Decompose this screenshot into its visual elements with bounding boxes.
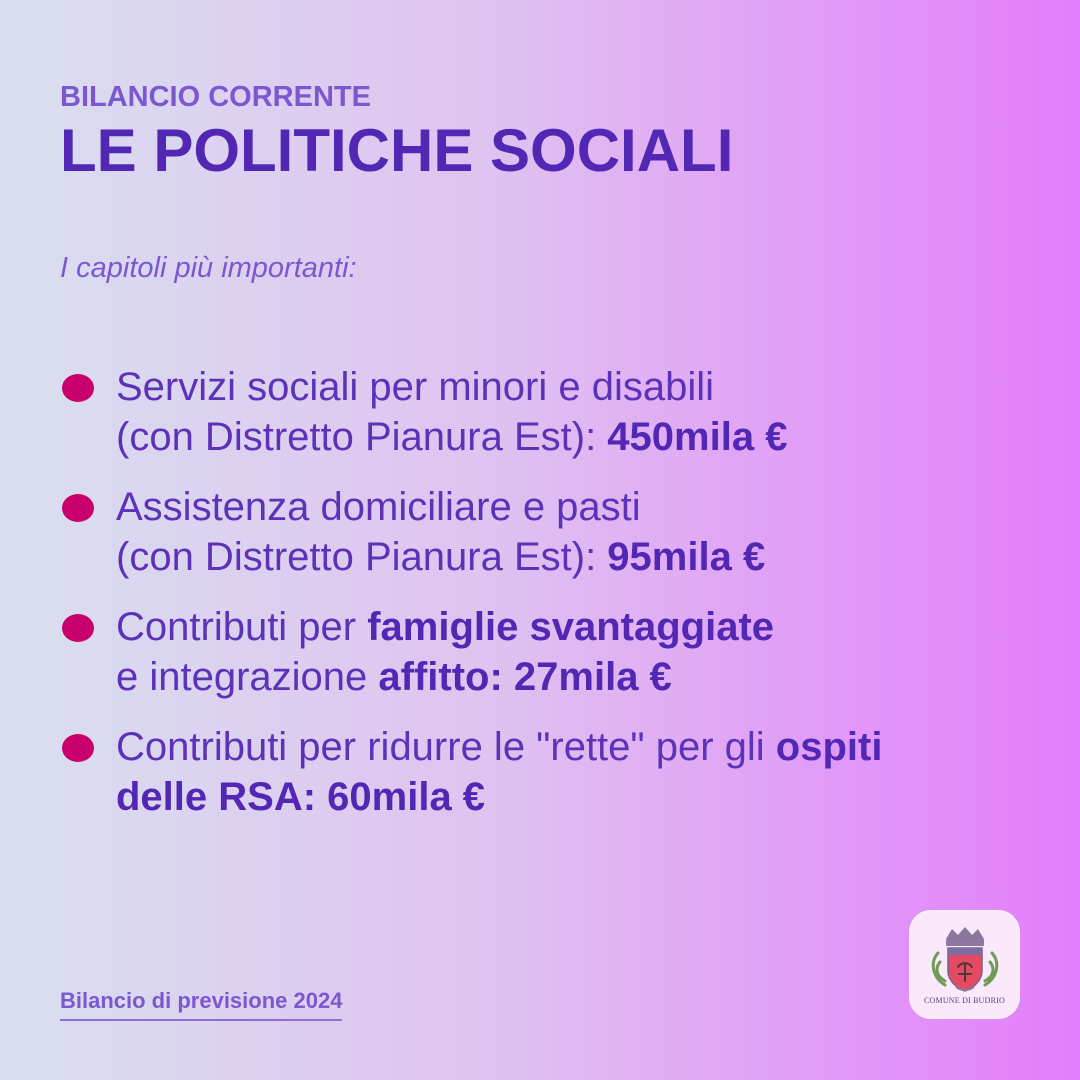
item-line	[116, 602, 1040, 652]
subtitle: I capitoli più importanti:	[60, 252, 357, 284]
municipality-logo	[909, 910, 1020, 1019]
item-value: 450mila €	[607, 415, 788, 459]
logo-caption: COMUNE DI BUDRIO	[924, 996, 1005, 1005]
page-title: LE POLITICHE SOCIALI	[60, 117, 734, 184]
bullet-icon	[62, 374, 94, 402]
list-item	[60, 362, 1040, 462]
item-line	[116, 652, 1040, 702]
item-emphasis: ospiti	[775, 725, 883, 769]
bullet-icon	[62, 494, 94, 522]
kicker-label: BILANCIO CORRENTE	[60, 81, 371, 113]
bullet-icon	[62, 614, 94, 642]
item-value: 95mila €	[607, 535, 766, 579]
item-line: Servizi sociali per minori e disabili	[116, 365, 714, 409]
item-line	[116, 722, 1040, 772]
footer-label: Bilancio di previsione 2024	[60, 988, 342, 1021]
list-item	[60, 482, 1040, 582]
item-value: affitto: 27mila €	[378, 655, 672, 699]
item-line: Assistenza domiciliare e pasti	[116, 485, 641, 529]
item-line	[116, 532, 1040, 582]
item-line	[116, 772, 1040, 822]
list-item	[60, 602, 1040, 702]
item-line	[116, 412, 1040, 462]
item-text: (con Distretto Pianura Est):	[116, 535, 608, 579]
item-value: delle RSA: 60mila €	[116, 775, 486, 819]
item-text: Contributi per ridurre le "rette" per gli	[116, 725, 776, 769]
item-text: (con Distretto Pianura Est):	[116, 415, 608, 459]
list-item	[60, 722, 1040, 822]
bullet-icon	[62, 734, 94, 762]
coat-of-arms-icon	[928, 919, 1002, 997]
item-emphasis: famiglie svantaggiate	[367, 605, 775, 649]
item-text: Contributi per	[116, 605, 368, 649]
item-text: e integrazione	[116, 655, 379, 699]
social-policies-list	[60, 362, 1040, 842]
